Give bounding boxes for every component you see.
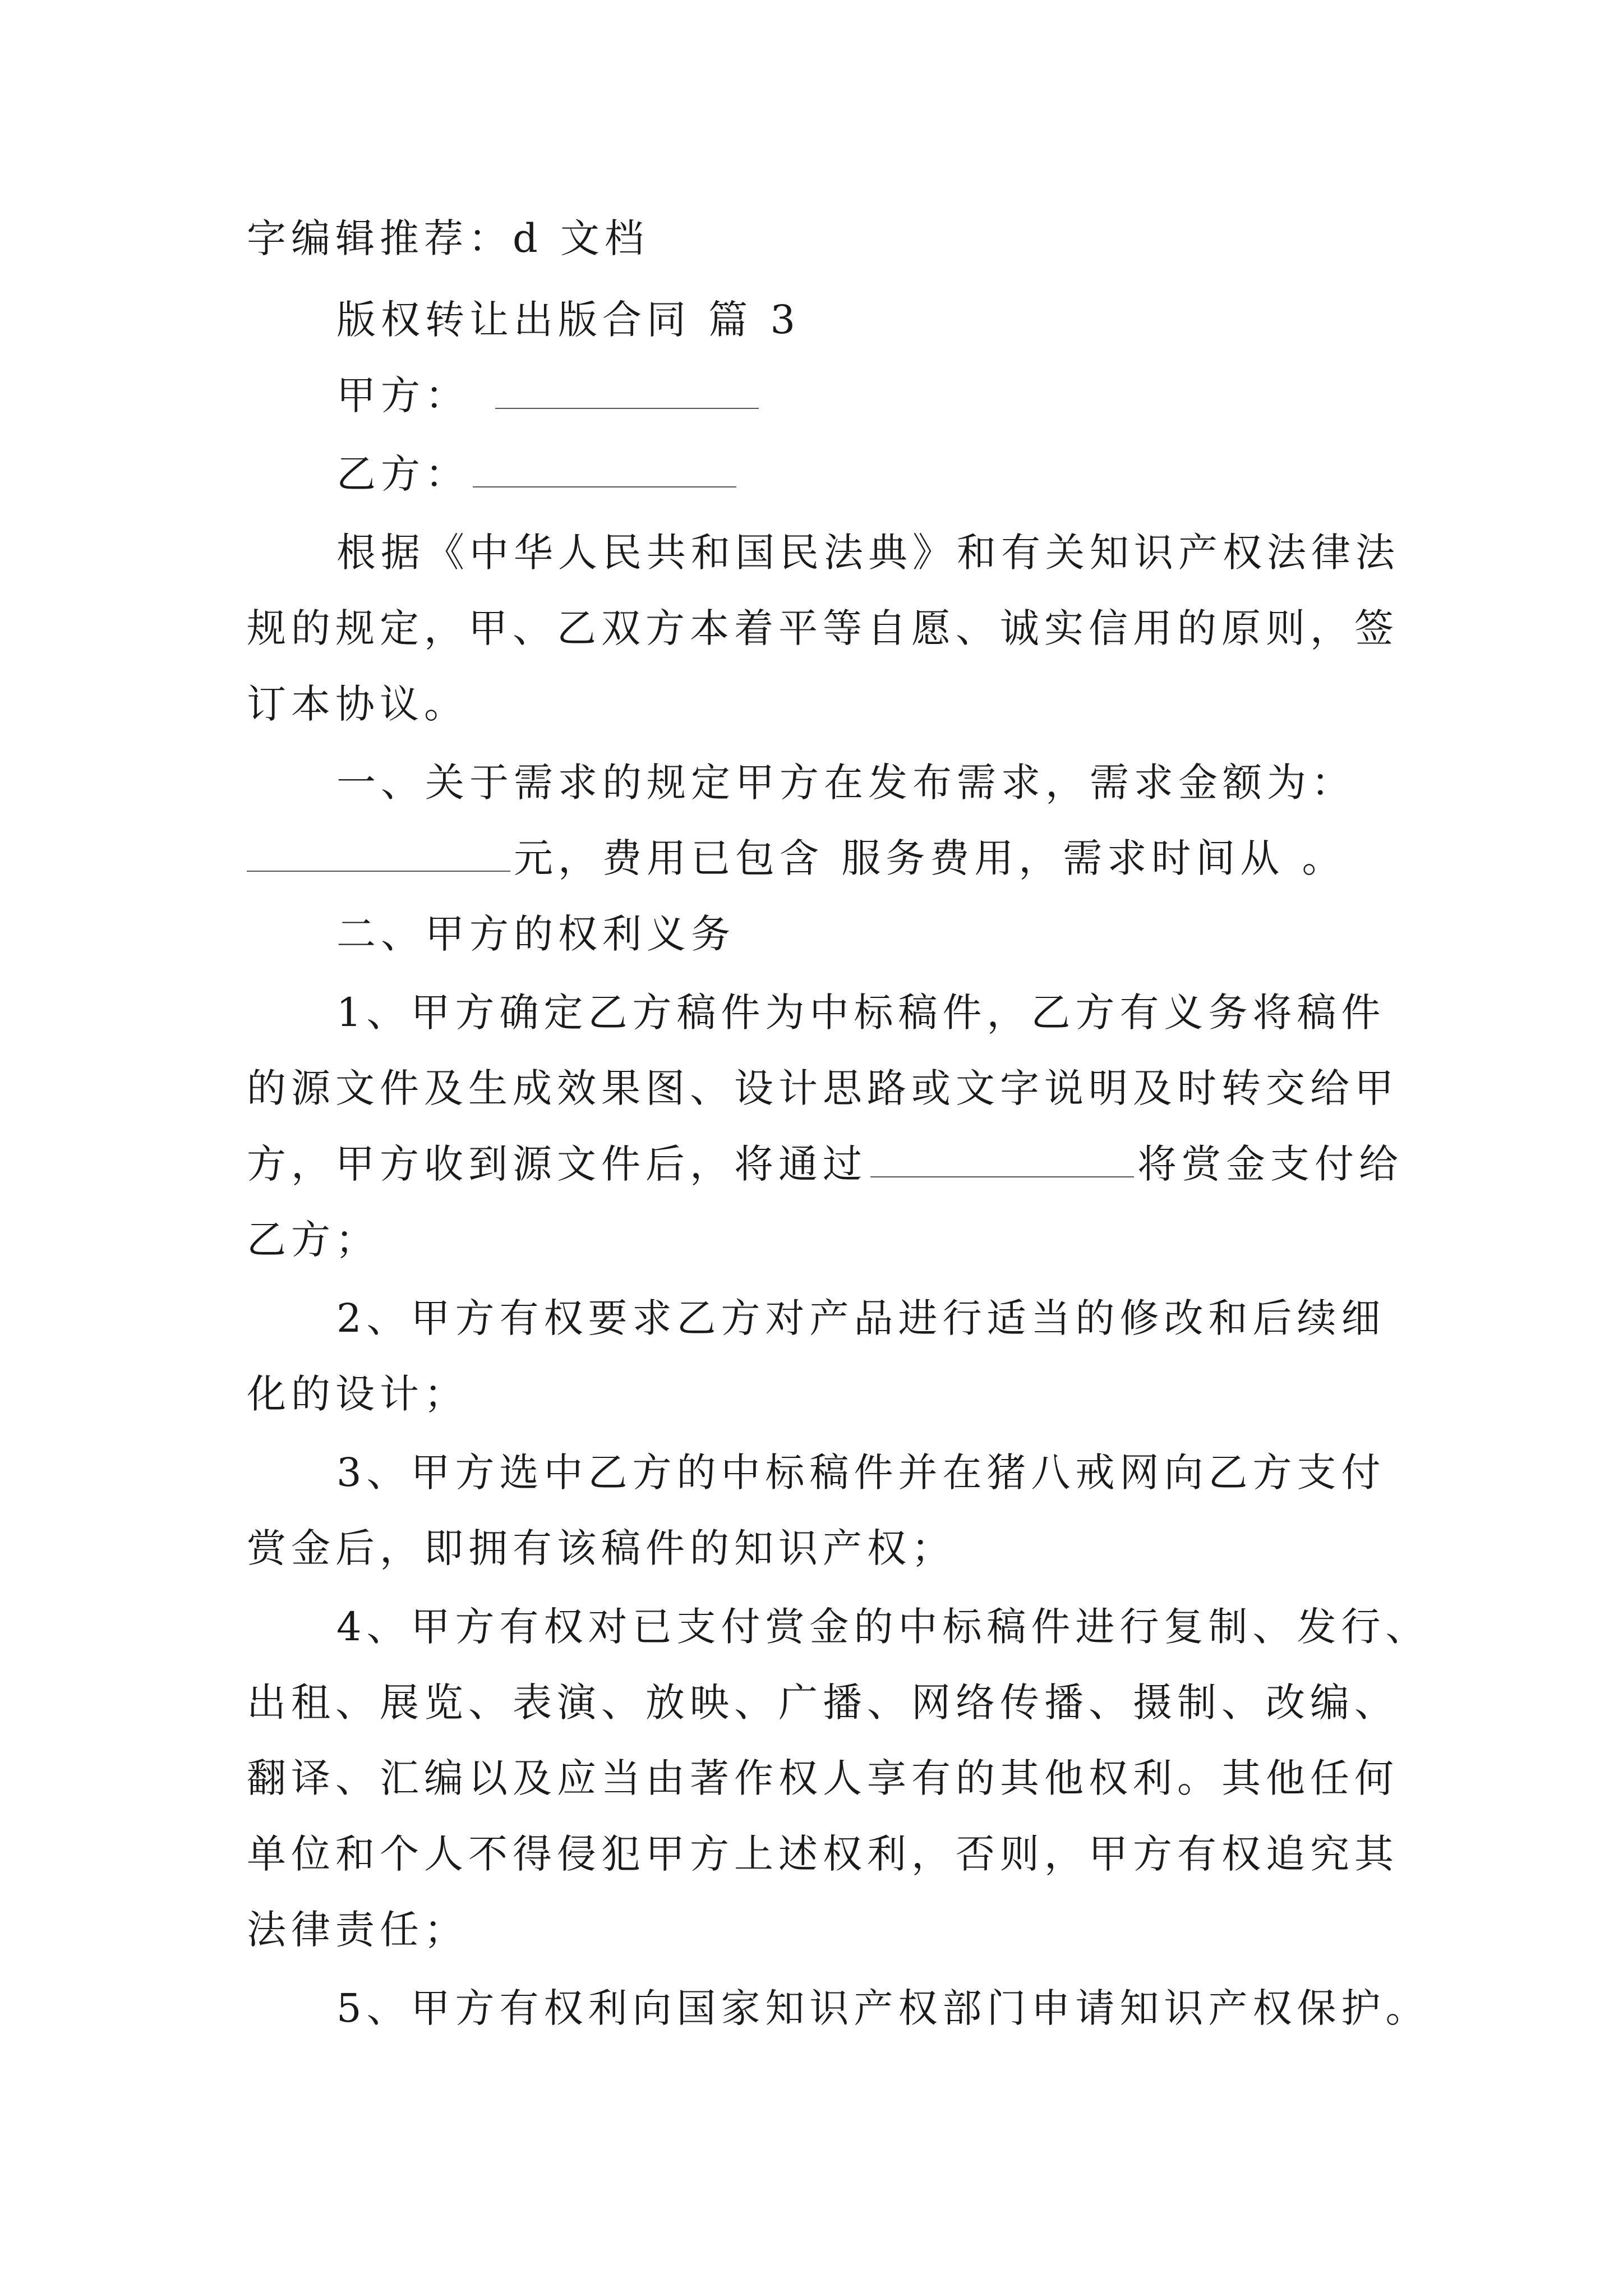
payment-method-blank (870, 1143, 1134, 1177)
item1-line-3 (247, 1136, 1403, 1192)
item4-line-3: 翻译、汇编以及应当由著作权人享有的其他权利。其他任何 (247, 1755, 1399, 1801)
item2-line-1: 2、甲方有权要求乙方对产品进行适当的修改和后续细 (336, 1295, 1386, 1341)
item1-line-3-after: 将赏金支付给 (1137, 1141, 1403, 1187)
item3-line-1: 3、甲方选中乙方的中标稿件并在猪八戒网向乙方支付 (336, 1450, 1386, 1496)
contract-title: 版权转让出版合同 篇 3 (336, 297, 801, 343)
intro-line-3: 订本协议。 (247, 681, 468, 727)
item3-line-2: 赏金后，即拥有该稿件的知识产权； (247, 1525, 956, 1571)
item1-line-2: 的源文件及生成效果图、设计思路或文字说明及时转交给甲 (247, 1065, 1399, 1111)
item4-line-1: 4、甲方有权对已支付赏金的中标稿件进行复制、发行、 (336, 1604, 1430, 1650)
party-a-blank (495, 374, 759, 409)
intro-line-1: 根据《中华人民共和国民法典》和有关知识产权法律法 (336, 530, 1400, 576)
sec1-line-2 (247, 830, 1347, 886)
item1-line-3-before: 方，甲方收到源文件后，将通过 (247, 1141, 867, 1187)
sec2-heading: 二、甲方的权利义务 (336, 911, 735, 957)
item5-line: 5、甲方有权利向国家知识产权部门申请知识产权保护。 (336, 1985, 1430, 2031)
sec1-line-2-text: 元，费用已包含 服务费用，需求时间从 。 (514, 835, 1347, 881)
party-b-blank (473, 453, 736, 487)
amount-blank (247, 837, 510, 872)
item4-line-2: 出租、展览、表演、放映、广播、网络传播、摄制、改编、 (247, 1680, 1399, 1726)
party-b-line (336, 446, 740, 502)
item4-line-5: 法律责任； (247, 1907, 468, 1953)
party-a-label: 甲方： (336, 372, 469, 418)
sec1-line-1: 一、关于需求的规定甲方在发布需求，需求金额为： (336, 760, 1355, 806)
intro-line-2: 规的规定，甲、乙双方本着平等自愿、诚实信用的原则，签 (247, 605, 1399, 651)
item1-line-4: 乙方； (247, 1217, 380, 1263)
recommend-line: 字编辑推荐：d 文档 (247, 215, 649, 261)
item1-line-1: 1、甲方确定乙方稿件为中标稿件，乙方有义务将稿件 (336, 990, 1386, 1036)
item4-line-4: 单位和个人不得侵犯甲方上述权利，否则，甲方有权追究其 (247, 1831, 1399, 1877)
party-a-line (336, 367, 762, 424)
party-b-label: 乙方： (336, 451, 469, 497)
item2-line-2: 化的设计； (247, 1371, 468, 1417)
